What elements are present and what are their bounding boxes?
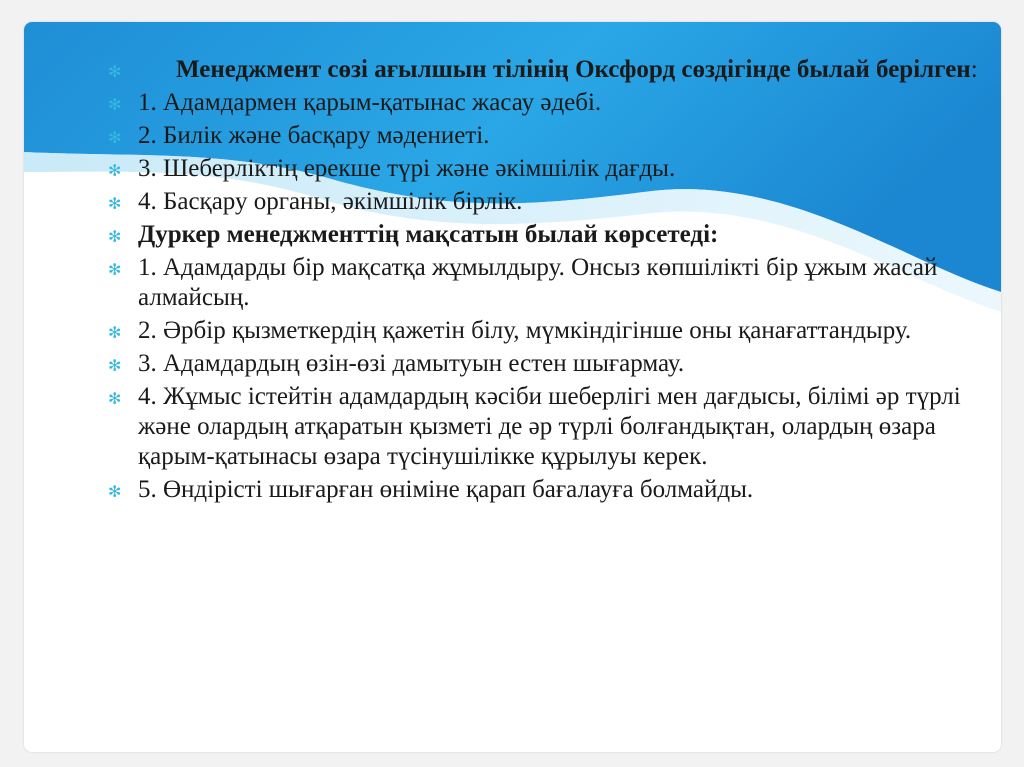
list-item: ✻ 4. Басқару органы, әкімшілік бірлік.: [108, 187, 978, 217]
list-item: ✻ 1. Адамдарды бір мақсатқа жұмылдыру. Онсыз көпшілікті бір ұжым жасай алмайсың.: [108, 254, 938, 311]
list-item: ✻ 2. Әрбір қызметкердің қажетін білу, мүмкіндігінше оны қанағаттандыру.: [108, 316, 978, 346]
list-item: ✻ 3. Адамдардың өзін-өзі дамытуын естен шығармау.: [108, 349, 978, 379]
slide: [24, 22, 1001, 752]
list-item: ✻ Менеджмент сөзі ағылшын тілінің Оксфорд сөздігінде былай берілген:: [108, 55, 978, 85]
asterisk-bullet-icon: ✻: [108, 194, 122, 213]
asterisk-bullet-icon: ✻: [108, 482, 122, 501]
asterisk-bullet-icon: ✻: [108, 62, 122, 81]
asterisk-bullet-icon: ✻: [108, 356, 122, 375]
bullet-list: [108, 55, 978, 508]
asterisk-bullet-icon: ✻: [108, 161, 122, 180]
list-item: ✻ 5. Өндірісті шығарған өніміне қарап бағалауға болмайды.: [108, 475, 978, 505]
list-item: ✻ 3. Шеберліктің ерекше түрі және әкімшілік дағды.: [108, 154, 978, 184]
asterisk-bullet-icon: ✻: [108, 323, 122, 342]
list-item: ✻ 4. Жұмыс істейтін адамдардың кәсіби шеберлігі мен дағдысы, білімі әр түрлі және олардың атқаратын қызметі де әр түрлі болғандықтан, олардың өзара қарым-қатынасы өзара түсінушілікке құрылуы керек.: [108, 383, 961, 470]
asterisk-bullet-icon: ✻: [108, 128, 122, 147]
list-item: ✻ 1. Адамдармен қарым-қатынас жасау әдебі.: [108, 88, 978, 118]
list-item: ✻ 2. Билік және басқару мәдениеті.: [108, 121, 978, 151]
asterisk-bullet-icon: ✻: [108, 227, 122, 246]
asterisk-bullet-icon: ✻: [108, 389, 122, 408]
asterisk-bullet-icon: ✻: [108, 95, 122, 114]
asterisk-bullet-icon: ✻: [108, 260, 122, 279]
list-item-heading: ✻ Дуркер менеджменттің мақсатын былай көрсетеді:: [108, 220, 978, 250]
